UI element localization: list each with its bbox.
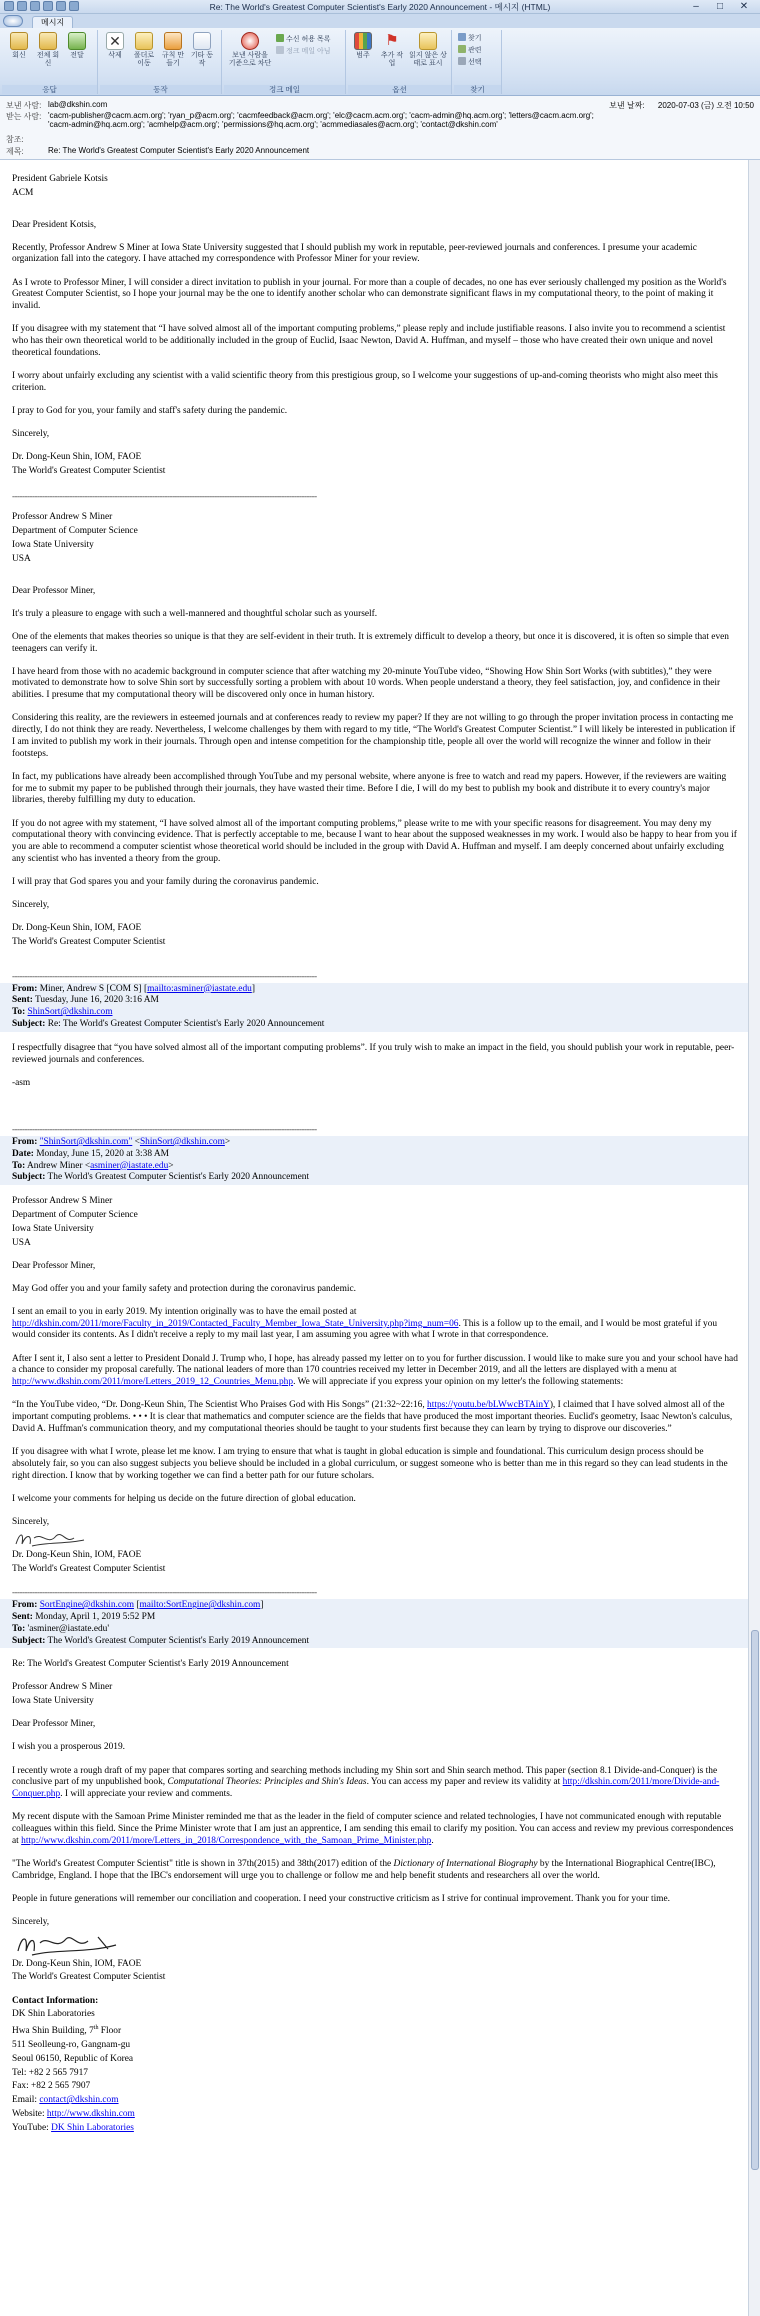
signature: -asm <box>12 1078 31 1089</box>
to-value-line2[interactable]: 'cacm-admin@hq.acm.org'; 'acmhelp@acm.org'; 'permissions@hq.acm.org'; 'acmmediasales@acm.org'; 'contact@dkshin.com' <box>48 120 498 129</box>
closing: Sincerely, <box>12 1916 50 1927</box>
signature <box>12 1959 738 1985</box>
youtube-channel-link[interactable]: DK Shin Laboratories <box>51 2122 134 2133</box>
quoted-header <box>0 983 748 1032</box>
paragraph: It's truly a pleasure to engage with such a well-mannered and thoughtful scholar such as yourself. <box>12 608 378 619</box>
group-options <box>348 30 452 94</box>
handwritten-signature <box>12 1528 92 1550</box>
email-link[interactable]: asminer@iastate.edu <box>90 1160 169 1171</box>
signature-title: The World's Greatest Computer Scientist <box>12 937 166 948</box>
not-junk-icon <box>276 46 284 54</box>
paragraph: I wish you a prosperous 2019. <box>12 1742 126 1753</box>
envelope-icon <box>419 32 437 50</box>
paragraph: "The World's Greatest Computer Scientist" title is shown in 37th(2015) and 38th(2017) edition of the Dictionary of International Biography by the International Biographical Centre(IBC), Cambridge, England. I hope that the IBC's endorsement will urge you to challenge or follow me and help benefit students and researchers all over the world. <box>12 1858 716 1881</box>
contact-line: DK Shin Laboratories <box>12 2009 95 2020</box>
quoted-to: To: Andrew Miner <asminer@iastate.edu> <box>12 1160 174 1171</box>
address-line: Iowa State University <box>12 540 94 551</box>
follow-up-button[interactable]: ⚑ 추가 작업 <box>380 32 404 67</box>
contact-website: Website: http://www.dkshin.com <box>12 2109 135 2120</box>
subject-label: 제목: <box>6 147 24 156</box>
signature-name: Dr. Dong-Keun Shin, IOM, FAOE <box>12 1958 142 1969</box>
recipient-block <box>12 174 738 200</box>
group-label-find: 찾기 <box>454 85 501 94</box>
paragraph: If you disagree with my statement that “I have solved almost all of the important computing problems,” please reply and include justifiable reasons. I also invite you to recommend a scientist who has their own theoretical world to be additionally included in the group of Euclid, Isaac Newton, David A. Huffman, and myself – those who have created their own unique and novel theoretical foundations. <box>12 324 726 358</box>
forward-icon <box>68 32 86 50</box>
address-line: Department of Computer Science <box>12 1209 138 1220</box>
ribbon-tab-row <box>0 14 760 28</box>
group-find <box>454 30 502 94</box>
rule-icon <box>164 32 182 50</box>
safe-senders-item[interactable]: 수신 허용 목록 <box>276 34 330 44</box>
create-rule-button[interactable]: 규칙 만들기 <box>160 32 186 68</box>
group-label-respond: 응답 <box>2 85 97 94</box>
message-header <box>0 96 760 160</box>
contact-fax: Fax: +82 2 565 7907 <box>12 2081 91 2092</box>
group-label-junk: 정크 메일 <box>224 85 345 94</box>
sent-label: 보낸 날짜: <box>609 101 645 110</box>
paragraph: I respectfully disagree that “you have solved almost all of the important computing problems”. If you truly wish to make an impact in the field, you should publish your work in reputable, peer-reviewed journals and conferences. <box>12 1042 735 1065</box>
divider: -------------------------------------------------------------------------------------------------------------------------- <box>12 1587 317 1598</box>
quoted-sent: Sent: Tuesday, June 16, 2020 3:16 AM <box>12 995 159 1006</box>
to-value-line1[interactable]: 'cacm-publisher@cacm.acm.org'; 'ryan_p@acm.org'; 'cacmfeedback@acm.org'; 'elc@cacm.acm.org'; 'cacm-admin@hq.acm.org'; 'letters@cacm.acm.org'; <box>48 111 594 120</box>
email-link[interactable]: ShinSort@dkshin.com <box>139 1136 225 1147</box>
group-label-options: 옵션 <box>348 85 451 94</box>
signature-name: Dr. Dong-Keun Shin, IOM, FAOE <box>12 1550 142 1561</box>
address-line: USA <box>12 553 31 564</box>
faculty-page-link[interactable]: http://dkshin.com/2011/more/Faculty_in_2019/Contacted_Faculty_Member_Iowa_State_University.php?img_num=06 <box>12 1318 459 1329</box>
paragraph: Recently, Professor Andrew S Miner at Iowa State University suggested that I should publish my work in reputable, peer-reviewed journals and conferences. I presume your academic organization fall into the category. I have attached my correspondence with Professor Miner for your review. <box>12 242 697 265</box>
samoan-correspondence-link[interactable]: http://www.dkshin.com/2011/more/Letters_in_2018/Correspondence_with_the_Samoan_Prime_Minister.php <box>21 1835 432 1846</box>
email-link[interactable]: SortEngine@dkshin.com <box>39 1600 134 1611</box>
address-block <box>12 512 738 565</box>
signature <box>12 1550 738 1576</box>
other-actions-icon <box>193 32 211 50</box>
related-item[interactable]: 관련 <box>458 45 482 55</box>
address-line: Department of Computer Science <box>12 526 138 537</box>
contact-line: 511 Seolleung-ro, Gangnam-gu <box>12 2040 131 2051</box>
paragraph: If you disagree with what I wrote, please let me know. I am trying to ensure that what is taught in global education is simple and foundational. This curriculum design process should be absolutely fair, so you can also suggest subjects you believe should be included in a global curriculum, or suggest someone who is better than me in this regard so they can lead students in the right direction. I know that by working together we can find a better path for our future scholars. <box>12 1446 728 1481</box>
title-bar <box>0 0 760 14</box>
quoted-to: To: 'asminer@iastate.edu' <box>12 1623 110 1634</box>
closing: Sincerely, <box>12 428 50 439</box>
signature <box>12 452 738 478</box>
paragraph: I recently wrote a rough draft of my paper that compares sorting and searching methods including my Shin sort and Shin search method. This paper (section 8.1 Divide-and-Conquer) is the conclusive part of my unpublished book, Computational Theories: Principles and Shin's Ideas. You can access my paper and review its validity at http://dkshin.com/2011/more/Divide-and-Conquer.php. I will appreciate your review and comments. <box>12 1765 720 1800</box>
office-button[interactable] <box>3 15 23 27</box>
close-button[interactable]: ✕ <box>739 1 749 12</box>
greeting: Dear Professor Miner, <box>12 1719 96 1730</box>
forward-button[interactable]: 전달 <box>64 32 90 60</box>
from-label: 보낸 사람: <box>6 101 42 110</box>
reply-all-button[interactable]: 전체 회신 <box>35 32 61 68</box>
letters-menu-link[interactable]: http://www.dkshin.com/2011/more/Letters_2019_12_Countries_Menu.php <box>12 1377 294 1388</box>
mailto-link[interactable]: mailto:asminer@iastate.edu <box>147 983 252 994</box>
signature-name: Dr. Dong-Keun Shin, IOM, FAOE <box>12 452 142 463</box>
quoted-from: From: Miner, Andrew S [COM S] [mailto:asminer@iastate.edu] <box>12 983 255 994</box>
sent-value: 2020-07-03 (금) 오전 10:50 <box>657 101 754 110</box>
signature-title: The World's Greatest Computer Scientist <box>12 1972 166 1983</box>
reply-button[interactable]: 회신 <box>6 32 32 60</box>
quoted-header <box>0 1599 748 1648</box>
group-label-actions: 동작 <box>100 85 221 94</box>
quoted-subject: Subject: The World's Greatest Computer Scientist's Early 2020 Announcement <box>12 1172 310 1183</box>
divider: -------------------------------------------------------------------------------------------------------------------------- <box>12 970 317 981</box>
quoted-header <box>0 1136 748 1185</box>
select-item[interactable]: 선택 <box>458 57 482 67</box>
reply-all-icon <box>39 32 57 50</box>
address-line: Professor Andrew S Miner <box>12 512 113 523</box>
website-link[interactable]: http://www.dkshin.com <box>46 2109 135 2120</box>
paragraph: In fact, my publications have already been accomplished through YouTube and my personal website, where anyone is free to watch and read my papers. However, if the reviewers are waiting for me to submit my paper to be published through their journals, they have wasted their time. Before I die, I will do my best to publish my book and distribute it to every country's major libraries, thereby fulfilling my duty to education. <box>12 771 727 806</box>
signature-title: The World's Greatest Computer Scientist <box>12 1564 166 1575</box>
block-sender-button[interactable]: 보낸 사람을 기준으로 차단 <box>228 32 272 68</box>
handwritten-signature <box>12 1929 122 1959</box>
paragraph: After I sent it, I also sent a letter to President Donald J. Trump who, I hope, has already passed my letter on to you for further discussion. I would like to make sure you and your school have had a chance to consider my proposal carefully. The national leaders of more than 170 countries received my letter in December 2019, and all the letters are displayed with a menu at http://www.dkshin.com/2011/more/Letters_2019_12_Countries_Menu.php. We will appreciate if you express your opinion on my letter's the following statements: <box>12 1353 738 1388</box>
contact-email-link[interactable]: contact@dkshin.com <box>39 2095 119 2106</box>
tab-message[interactable]: 메시지 <box>32 16 73 28</box>
group-respond <box>2 30 98 94</box>
categorize-button[interactable]: 범주 <box>350 32 376 60</box>
paragraph: As I wrote to Professor Miner, I will consider a direct invitation to publish in your journal. For more than a couple of decades, no one has ever seriously challenged my position as the World's Greatest Computer Scientist, so I hope your journal may be the one to identify another scholar who can demonstrate significant flaws in my computational theory, to the point of making it invalid. <box>12 277 727 312</box>
greeting: Dear Professor Miner, <box>12 585 96 596</box>
from-value[interactable]: lab@dkshin.com <box>48 100 108 109</box>
paragraph: I welcome your comments for helping us decide on the future direction of global education. <box>12 1493 356 1504</box>
spacer <box>12 160 738 174</box>
paragraph: People in future generations will remember our conciliation and cooperation. I need your constructive criticism as I strive for continual improvement. Thank you for your time. <box>12 1893 670 1904</box>
ribbon <box>0 28 760 96</box>
binoculars-icon <box>458 33 466 41</box>
quoted-subject: Subject: The World's Greatest Computer Scientist's Early 2019 Announcement <box>12 1635 310 1646</box>
quoted-date: Date: Monday, June 15, 2020 at 3:38 AM <box>12 1148 169 1159</box>
contact-email: Email: contact@dkshin.com <box>12 2095 119 2106</box>
message-content <box>0 160 748 2137</box>
address-block <box>12 1196 738 1249</box>
recipient-name: President Gabriele Kotsis <box>12 174 108 184</box>
signature-title: The World's Greatest Computer Scientist <box>12 465 166 476</box>
message-body[interactable] <box>0 160 748 2316</box>
group-actions <box>100 30 222 94</box>
minimize-button[interactable]: – <box>693 1 699 12</box>
folder-icon <box>135 32 153 50</box>
contact-phone: Tel: +82 2 565 7917 <box>12 2067 88 2078</box>
flag-icon: ⚑ <box>385 32 399 49</box>
not-junk-item[interactable]: 정크 메일 아님 <box>276 46 330 56</box>
address-line: USA <box>12 1237 31 1248</box>
email-link[interactable]: ShinSort@dkshin.com <box>27 1007 113 1018</box>
paragraph: I will pray that God spares you and your family during the coronavirus pandemic. <box>12 877 319 888</box>
contact-info <box>12 1996 738 2135</box>
signature <box>12 923 738 949</box>
contact-youtube: YouTube: DK Shin Laboratories <box>12 2122 134 2133</box>
sent-date <box>609 100 754 111</box>
greeting: Dear President Kotsis, <box>12 219 97 230</box>
contact-line: Hwa Shin Building, 7th Floor <box>12 2025 122 2037</box>
quoted-from: From: "ShinSort@dkshin.com" <ShinSort@dkshin.com> <box>12 1136 231 1147</box>
address-line: Professor Andrew S Miner <box>12 1196 113 1207</box>
paragraph: One of the elements that makes theories so unique is that they are self-evident in their truth. It is extremely difficult to develop a theory, but once it is discovered, it is often so simple that even teenagers can verify it. <box>12 631 729 654</box>
block-icon <box>241 32 259 50</box>
paragraph: May God offer you and your family safety and protection during the coronavirus pandemic. <box>12 1283 356 1294</box>
email-link[interactable]: "ShinSort@dkshin.com" <box>39 1136 133 1147</box>
quoted-to: To: ShinSort@dkshin.com <box>12 1007 113 1018</box>
block-quote: “In the YouTube video, “Dr. Dong-Keun Shin, The Scientist Who Praises God with His Songs” (21:32~22:16, https://youtu.be/bLWwcBTAinY), I claimed that I have solved almost all of the important computing problems. • • • It is clear that mathematics and computer science are the fields that have produced the most important theories. Euclid's geometry, Isaac Newton's calculus, David A. Huffman's communication theory, and my computational theories should be taught to your students first because they can learn by trying to disprove our discoveries.” <box>12 1400 733 1434</box>
paragraph: I have heard from those with no academic background in computer science that after watching my 20-minute YouTube video, “Showing How Shin Sort Works (with subtitles),” they were motivated to demonstrate how to solve Shin sort by successfully sorting a problem with about 10 words. When people understand a theory, they feel satisfaction, joy, and confidence in their abilities. I presume that my computational theory will be discovered only once in human history. <box>12 666 721 701</box>
paragraph: Re: The World's Greatest Computer Scientist's Early 2019 Announcement <box>12 1659 289 1670</box>
contact-line: Seoul 06150, Republic of Korea <box>12 2053 134 2064</box>
subject-value: Re: The World's Greatest Computer Scientist's Early 2020 Announcement <box>48 146 310 155</box>
scrollbar-thumb[interactable] <box>751 1630 759 2170</box>
maximize-button[interactable]: □ <box>716 1 724 12</box>
move-to-folder-button[interactable]: 폴더로 이동 <box>131 32 157 68</box>
divider: -------------------------------------------------------------------------------------------------------------------------- <box>12 490 317 501</box>
safe-list-icon <box>276 34 284 42</box>
closing: Sincerely, <box>12 1516 50 1527</box>
closing: Sincerely, <box>12 900 50 911</box>
reply-icon <box>10 32 28 50</box>
select-icon <box>458 57 466 65</box>
signature-name: Dr. Dong-Keun Shin, IOM, FAOE <box>12 923 142 934</box>
youtube-link[interactable]: https://youtu.be/bLWwcBTAinY <box>427 1400 550 1411</box>
paragraph: I sent an email to you in early 2019. My intention originally was to have the email posted at http://dkshin.com/2011/more/Faculty_in_2019/Contacted_Faculty_Member_Iowa_State_University.php?img_num=06. This is a follow up to the email, and I would be most grateful if you would consider its contents. As I didn't receive a reply to my mail last year, I am assuming you agree with what I wrote in that correspondence. <box>12 1306 718 1341</box>
window-controls <box>684 0 756 13</box>
address-block <box>12 1682 738 1708</box>
vertical-scrollbar[interactable] <box>748 160 760 2316</box>
window-title: Re: The World's Greatest Computer Scientist's Early 2020 Announcement - 메시지 (HTML) <box>209 2 551 12</box>
category-icon <box>354 32 372 50</box>
contact-title: Contact Information: <box>12 1995 99 2006</box>
group-junk <box>224 30 346 94</box>
to-label: 받는 사람: <box>6 112 42 121</box>
address-line: Iowa State University <box>12 1223 94 1234</box>
divider: -------------------------------------------------------------------------------------------------------------------------- <box>12 1124 317 1135</box>
paragraph: I worry about unfairly excluding any scientist with a valid scientific theory from this prestigious group, so I welcome your suggestions of up-and-coming theorists who might also meet this criterion. <box>12 370 718 393</box>
cc-label: 참조: <box>6 135 24 144</box>
paragraph: If you do not agree with my statement, “I have solved almost all of the important computing problems,” please write to me with your specific reasons for disagreement. You may deny my computational theory with convincing evidence. That is perfectly acceptable to me, because I want to hear about the supposed weaknesses in my work. I would also be happy to hear from you if you are able to recommend a computer scientist whose theoretical world should be included in the group with David A. Huffman and myself. I am deeply concerned about unfairly excluding any scientist who has invented a theory from the group. <box>12 818 737 864</box>
other-actions-button[interactable]: 기타 동작 <box>189 32 215 68</box>
address-line: Professor Andrew S Miner <box>12 1682 113 1693</box>
quoted-from: From: SortEngine@dkshin.com [mailto:SortEngine@dkshin.com] <box>12 1600 264 1611</box>
address-line: Iowa State University <box>12 1696 94 1707</box>
greeting: Dear Professor Miner, <box>12 1260 96 1271</box>
paragraph: My recent dispute with the Samoan Prime Minister reminded me that as the leader in the field of computer science and related technologies, I have not communicated enough with reputable colleagues within this field. Since the Prime Minister wrote that I am just an apprentice, I am sending this email to clarify my position. You can access and review my previous correspondences at http://www.dkshin.com/2011/more/Letters_in_2018/Correspondence_with_the_Samoan_Prime_Minister.php. <box>12 1812 734 1846</box>
delete-icon: ✕ <box>106 32 124 50</box>
find-item[interactable]: 찾기 <box>458 33 482 43</box>
mailto-link[interactable]: mailto:SortEngine@dkshin.com <box>139 1600 261 1611</box>
delete-button[interactable]: ✕ 삭제 <box>102 32 128 60</box>
related-icon <box>458 45 466 53</box>
quoted-sent: Sent: Monday, April 1, 2019 5:52 PM <box>12 1611 156 1622</box>
divide-and-conquer-link[interactable]: http://dkshin.com/2011/more/Divide-and-Conquer.php <box>12 1777 720 1800</box>
recipient-org: ACM <box>12 187 34 198</box>
paragraph: I pray to God for you, your family and staff's safety during the pandemic. <box>12 405 288 416</box>
quoted-subject: Subject: Re: The World's Greatest Computer Scientist's Early 2020 Announcement <box>12 1019 325 1029</box>
paragraph: Considering this reality, are the reviewers in esteemed journals and at conferences ready to review my paper? If they are not willing to go through the proper invitation process in contacting me directly, I do not think they are ready. Nevertheless, I welcome challenges by them with regard to my title, “The World's Greatest Computer Scientist.” I will likely be interested in publication if I am invited to publish my work in their journals. Through open and intense competition for the championship title, people all over the world will recognize the winner and follow in their footsteps. <box>12 713 736 759</box>
mark-unread-button[interactable]: 읽지 않은 상태로 표시 <box>408 32 448 68</box>
